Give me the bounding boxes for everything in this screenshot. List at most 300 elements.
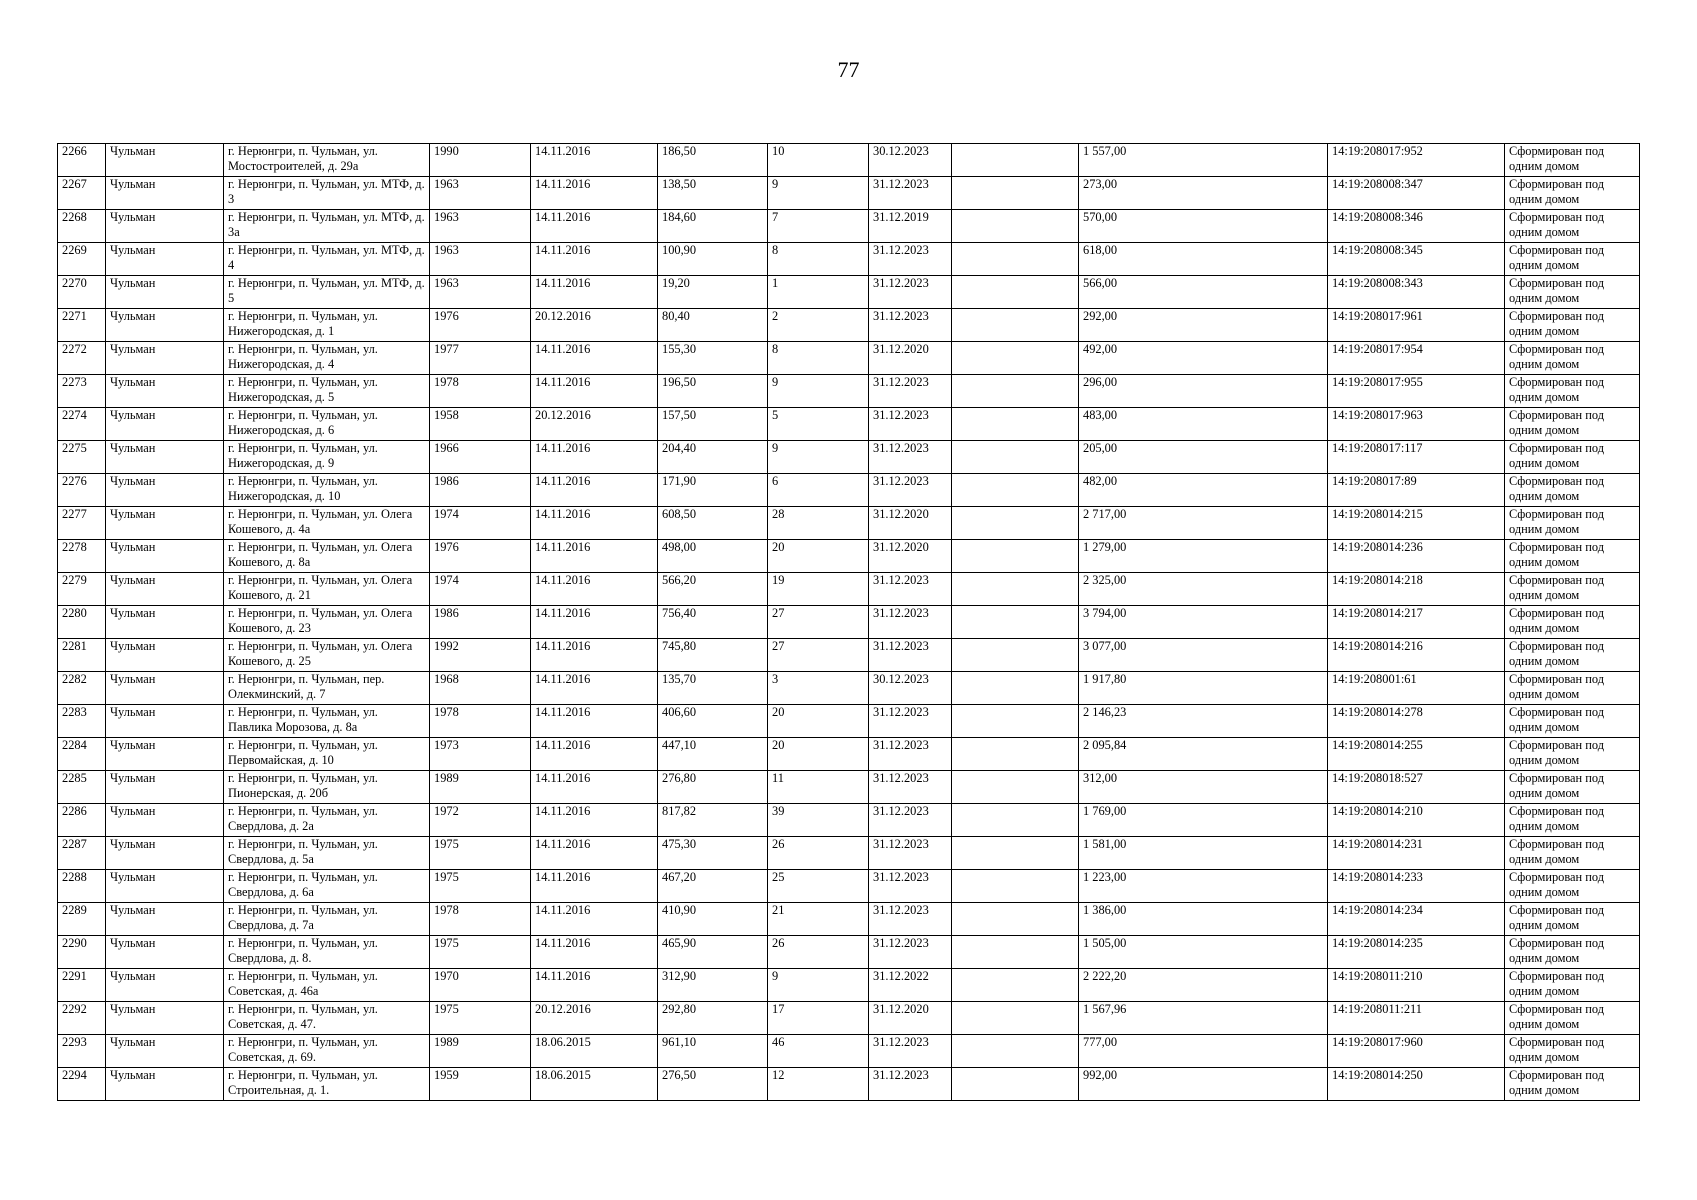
cell-empty [952, 408, 1079, 441]
cell-cadastral: 14:19:208014:255 [1328, 738, 1505, 771]
cell-address: г. Нерюнгри, п. Чульман, ул. МТФ, д. 4 [224, 243, 430, 276]
cell-empty [952, 1068, 1079, 1101]
cell-year: 1968 [430, 672, 531, 705]
cell-no: 2274 [58, 408, 106, 441]
cell-status: Сформирован под одним домом [1505, 771, 1640, 804]
cell-year: 1973 [430, 738, 531, 771]
cell-status: Сформирован под одним домом [1505, 969, 1640, 1002]
cell-empty [952, 738, 1079, 771]
cell-address: г. Нерюнгри, п. Чульман, ул. МТФ, д. 3 [224, 177, 430, 210]
cell-locality: Чульман [106, 705, 224, 738]
cell-no: 2276 [58, 474, 106, 507]
cell-date: 14.11.2016 [531, 639, 658, 672]
cell-empty [952, 903, 1079, 936]
table-row [58, 243, 1640, 276]
cell-address: г. Нерюнгри, п. Чульман, пер. Олекминский, д. 7 [224, 672, 430, 705]
cell-empty [952, 672, 1079, 705]
cell-date: 14.11.2016 [531, 837, 658, 870]
cell-locality: Чульман [106, 903, 224, 936]
cell-locality: Чульман [106, 672, 224, 705]
cell-count: 11 [768, 771, 869, 804]
cell-date: 20.12.2016 [531, 408, 658, 441]
cell-deadline: 31.12.2023 [869, 870, 952, 903]
cell-count: 9 [768, 375, 869, 408]
cell-deadline: 31.12.2023 [869, 639, 952, 672]
cell-count: 26 [768, 837, 869, 870]
table-row [58, 375, 1640, 408]
cell-no: 2290 [58, 936, 106, 969]
cell-cadastral: 14:19:208014:278 [1328, 705, 1505, 738]
cell-year: 1976 [430, 540, 531, 573]
cell-area: 292,80 [658, 1002, 768, 1035]
cell-sum: 483,00 [1079, 408, 1328, 441]
cell-area: 475,30 [658, 837, 768, 870]
cell-count: 46 [768, 1035, 869, 1068]
cell-no: 2267 [58, 177, 106, 210]
page-number: 77 [837, 57, 860, 82]
cell-locality: Чульман [106, 474, 224, 507]
cell-address: г. Нерюнгри, п. Чульман, ул. Строительная, д. 1. [224, 1068, 430, 1101]
cell-area: 312,90 [658, 969, 768, 1002]
cell-date: 14.11.2016 [531, 771, 658, 804]
cell-sum: 1 223,00 [1079, 870, 1328, 903]
cell-no: 2275 [58, 441, 106, 474]
cell-deadline: 31.12.2020 [869, 507, 952, 540]
cell-no: 2279 [58, 573, 106, 606]
cell-sum: 1 279,00 [1079, 540, 1328, 573]
cell-area: 817,82 [658, 804, 768, 837]
cell-deadline: 31.12.2023 [869, 903, 952, 936]
cell-count: 8 [768, 243, 869, 276]
cell-empty [952, 870, 1079, 903]
cell-year: 1978 [430, 903, 531, 936]
cell-area: 566,20 [658, 573, 768, 606]
cell-locality: Чульман [106, 243, 224, 276]
cell-status: Сформирован под одним домом [1505, 705, 1640, 738]
cell-no: 2283 [58, 705, 106, 738]
cell-locality: Чульман [106, 177, 224, 210]
cell-date: 20.12.2016 [531, 309, 658, 342]
cell-deadline: 31.12.2023 [869, 606, 952, 639]
cell-area: 756,40 [658, 606, 768, 639]
cell-year: 1963 [430, 276, 531, 309]
cell-status: Сформирован под одним домом [1505, 639, 1640, 672]
cell-date: 14.11.2016 [531, 606, 658, 639]
cell-no: 2285 [58, 771, 106, 804]
cell-empty [952, 969, 1079, 1002]
cell-sum: 2 325,00 [1079, 573, 1328, 606]
cell-year: 1974 [430, 573, 531, 606]
cell-date: 20.12.2016 [531, 1002, 658, 1035]
cell-empty [952, 1035, 1079, 1068]
cell-locality: Чульман [106, 342, 224, 375]
cell-count: 39 [768, 804, 869, 837]
table-row [58, 804, 1640, 837]
cell-status: Сформирован под одним домом [1505, 870, 1640, 903]
cell-count: 21 [768, 903, 869, 936]
cell-locality: Чульман [106, 804, 224, 837]
cell-cadastral: 14:19:208014:235 [1328, 936, 1505, 969]
cell-empty [952, 804, 1079, 837]
cell-date: 14.11.2016 [531, 738, 658, 771]
cell-locality: Чульман [106, 606, 224, 639]
table-row [58, 144, 1640, 177]
table-row [58, 1068, 1640, 1101]
cell-no: 2266 [58, 144, 106, 177]
cell-deadline: 31.12.2020 [869, 342, 952, 375]
cell-locality: Чульман [106, 375, 224, 408]
table-row [58, 903, 1640, 936]
cell-address: г. Нерюнгри, п. Чульман, ул. Свердлова, д. 6а [224, 870, 430, 903]
cell-cadastral: 14:19:208014:236 [1328, 540, 1505, 573]
cell-count: 9 [768, 969, 869, 1002]
cell-date: 14.11.2016 [531, 969, 658, 1002]
cell-no: 2289 [58, 903, 106, 936]
cell-year: 1974 [430, 507, 531, 540]
cell-status: Сформирован под одним домом [1505, 507, 1640, 540]
cell-status: Сформирован под одним домом [1505, 837, 1640, 870]
cell-cadastral: 14:19:208014:250 [1328, 1068, 1505, 1101]
cell-cadastral: 14:19:208008:346 [1328, 210, 1505, 243]
cell-no: 2294 [58, 1068, 106, 1101]
cell-date: 14.11.2016 [531, 870, 658, 903]
cell-sum: 2 222,20 [1079, 969, 1328, 1002]
cell-year: 1970 [430, 969, 531, 1002]
cell-locality: Чульман [106, 441, 224, 474]
cell-area: 171,90 [658, 474, 768, 507]
cell-area: 276,80 [658, 771, 768, 804]
cell-count: 19 [768, 573, 869, 606]
cell-date: 14.11.2016 [531, 177, 658, 210]
cell-count: 12 [768, 1068, 869, 1101]
cell-status: Сформирован под одним домом [1505, 606, 1640, 639]
table-row [58, 639, 1640, 672]
cell-area: 204,40 [658, 441, 768, 474]
cell-locality: Чульман [106, 870, 224, 903]
cell-address: г. Нерюнгри, п. Чульман, ул. Нижегородская, д. 4 [224, 342, 430, 375]
cell-address: г. Нерюнгри, п. Чульман, ул. Олега Кошевого, д. 8а [224, 540, 430, 573]
cell-sum: 992,00 [1079, 1068, 1328, 1101]
cell-sum: 1 917,80 [1079, 672, 1328, 705]
cell-date: 14.11.2016 [531, 276, 658, 309]
cell-address: г. Нерюнгри, п. Чульман, ул. Павлика Морозова, д. 8а [224, 705, 430, 738]
cell-empty [952, 837, 1079, 870]
cell-empty [952, 540, 1079, 573]
cell-year: 1978 [430, 705, 531, 738]
cell-empty [952, 375, 1079, 408]
cell-address: г. Нерюнгри, п. Чульман, ул. Олега Кошевого, д. 23 [224, 606, 430, 639]
cell-sum: 296,00 [1079, 375, 1328, 408]
cell-address: г. Нерюнгри, п. Чульман, ул. Олега Кошевого, д. 25 [224, 639, 430, 672]
cell-locality: Чульман [106, 738, 224, 771]
cell-area: 135,70 [658, 672, 768, 705]
cell-cadastral: 14:19:208011:211 [1328, 1002, 1505, 1035]
table-row [58, 738, 1640, 771]
table-row [58, 309, 1640, 342]
cell-address: г. Нерюнгри, п. Чульман, ул. Свердлова, д. 5а [224, 837, 430, 870]
cell-cadastral: 14:19:208017:117 [1328, 441, 1505, 474]
cell-date: 14.11.2016 [531, 375, 658, 408]
cell-count: 20 [768, 738, 869, 771]
cell-deadline: 31.12.2023 [869, 771, 952, 804]
cell-deadline: 31.12.2023 [869, 705, 952, 738]
cell-no: 2268 [58, 210, 106, 243]
cell-empty [952, 606, 1079, 639]
cell-sum: 273,00 [1079, 177, 1328, 210]
cell-locality: Чульман [106, 210, 224, 243]
cell-date: 18.06.2015 [531, 1035, 658, 1068]
cell-cadastral: 14:19:208014:234 [1328, 903, 1505, 936]
cell-cadastral: 14:19:208017:960 [1328, 1035, 1505, 1068]
cell-empty [952, 243, 1079, 276]
cell-locality: Чульман [106, 540, 224, 573]
cell-status: Сформирован под одним домом [1505, 804, 1640, 837]
cell-locality: Чульман [106, 969, 224, 1002]
cell-sum: 1 557,00 [1079, 144, 1328, 177]
cell-area: 467,20 [658, 870, 768, 903]
cell-year: 1977 [430, 342, 531, 375]
cell-count: 6 [768, 474, 869, 507]
cell-status: Сформирован под одним домом [1505, 177, 1640, 210]
cell-deadline: 31.12.2023 [869, 738, 952, 771]
cell-year: 1986 [430, 606, 531, 639]
table-row [58, 342, 1640, 375]
cell-cadastral: 14:19:208014:210 [1328, 804, 1505, 837]
cell-status: Сформирован под одним домом [1505, 441, 1640, 474]
cell-area: 157,50 [658, 408, 768, 441]
cell-cadastral: 14:19:208011:210 [1328, 969, 1505, 1002]
cell-empty [952, 210, 1079, 243]
cell-count: 3 [768, 672, 869, 705]
cell-locality: Чульман [106, 1002, 224, 1035]
cell-cadastral: 14:19:208008:345 [1328, 243, 1505, 276]
cell-count: 9 [768, 177, 869, 210]
table-body [58, 144, 1640, 1101]
cell-cadastral: 14:19:208017:89 [1328, 474, 1505, 507]
cell-area: 184,60 [658, 210, 768, 243]
cell-count: 7 [768, 210, 869, 243]
cell-sum: 492,00 [1079, 342, 1328, 375]
cell-date: 14.11.2016 [531, 474, 658, 507]
cell-year: 1989 [430, 771, 531, 804]
cell-deadline: 31.12.2023 [869, 309, 952, 342]
cell-deadline: 30.12.2023 [869, 144, 952, 177]
cell-locality: Чульман [106, 1035, 224, 1068]
table-row [58, 276, 1640, 309]
housing-register-table [57, 143, 1640, 1101]
cell-sum: 2 095,84 [1079, 738, 1328, 771]
table-row [58, 1035, 1640, 1068]
cell-status: Сформирован под одним домом [1505, 375, 1640, 408]
cell-area: 80,40 [658, 309, 768, 342]
cell-cadastral: 14:19:208018:527 [1328, 771, 1505, 804]
cell-area: 447,10 [658, 738, 768, 771]
cell-cadastral: 14:19:208017:963 [1328, 408, 1505, 441]
cell-status: Сформирован под одним домом [1505, 276, 1640, 309]
cell-cadastral: 14:19:208017:961 [1328, 309, 1505, 342]
table-row [58, 540, 1640, 573]
cell-no: 2282 [58, 672, 106, 705]
cell-date: 14.11.2016 [531, 573, 658, 606]
cell-deadline: 31.12.2023 [869, 177, 952, 210]
cell-sum: 1 505,00 [1079, 936, 1328, 969]
cell-year: 1975 [430, 1002, 531, 1035]
table-row [58, 177, 1640, 210]
cell-cadastral: 14:19:208017:952 [1328, 144, 1505, 177]
cell-status: Сформирован под одним домом [1505, 144, 1640, 177]
cell-no: 2281 [58, 639, 106, 672]
cell-count: 28 [768, 507, 869, 540]
cell-count: 27 [768, 639, 869, 672]
cell-date: 14.11.2016 [531, 705, 658, 738]
cell-status: Сформирован под одним домом [1505, 474, 1640, 507]
cell-deadline: 30.12.2023 [869, 672, 952, 705]
cell-address: г. Нерюнгри, п. Чульман, ул. Первомайская, д. 10 [224, 738, 430, 771]
cell-area: 745,80 [658, 639, 768, 672]
cell-locality: Чульман [106, 1068, 224, 1101]
table-row [58, 936, 1640, 969]
cell-date: 14.11.2016 [531, 210, 658, 243]
cell-count: 1 [768, 276, 869, 309]
cell-empty [952, 573, 1079, 606]
cell-deadline: 31.12.2023 [869, 1068, 952, 1101]
cell-area: 138,50 [658, 177, 768, 210]
cell-empty [952, 771, 1079, 804]
cell-sum: 1 581,00 [1079, 837, 1328, 870]
cell-empty [952, 936, 1079, 969]
cell-area: 608,50 [658, 507, 768, 540]
cell-status: Сформирован под одним домом [1505, 738, 1640, 771]
cell-no: 2273 [58, 375, 106, 408]
table-row [58, 573, 1640, 606]
cell-locality: Чульман [106, 639, 224, 672]
cell-year: 1978 [430, 375, 531, 408]
table-row [58, 210, 1640, 243]
cell-area: 465,90 [658, 936, 768, 969]
cell-locality: Чульман [106, 507, 224, 540]
table-row [58, 474, 1640, 507]
cell-address: г. Нерюнгри, п. Чульман, ул. Нижегородская, д. 10 [224, 474, 430, 507]
cell-date: 14.11.2016 [531, 441, 658, 474]
cell-address: г. Нерюнгри, п. Чульман, ул. Советская, д. 47. [224, 1002, 430, 1035]
cell-sum: 312,00 [1079, 771, 1328, 804]
cell-sum: 1 769,00 [1079, 804, 1328, 837]
cell-date: 14.11.2016 [531, 936, 658, 969]
cell-sum: 570,00 [1079, 210, 1328, 243]
cell-sum: 2 717,00 [1079, 507, 1328, 540]
cell-count: 2 [768, 309, 869, 342]
cell-date: 18.06.2015 [531, 1068, 658, 1101]
cell-year: 1975 [430, 870, 531, 903]
cell-area: 196,50 [658, 375, 768, 408]
cell-year: 1989 [430, 1035, 531, 1068]
cell-locality: Чульман [106, 573, 224, 606]
cell-cadastral: 14:19:208014:215 [1328, 507, 1505, 540]
cell-empty [952, 276, 1079, 309]
cell-address: г. Нерюнгри, п. Чульман, ул. Советская, д. 46а [224, 969, 430, 1002]
cell-year: 1963 [430, 210, 531, 243]
cell-no: 2277 [58, 507, 106, 540]
cell-empty [952, 474, 1079, 507]
cell-address: г. Нерюнгри, п. Чульман, ул. Советская, д. 69. [224, 1035, 430, 1068]
cell-year: 1972 [430, 804, 531, 837]
cell-status: Сформирован под одним домом [1505, 309, 1640, 342]
cell-count: 5 [768, 408, 869, 441]
cell-year: 1976 [430, 309, 531, 342]
cell-year: 1959 [430, 1068, 531, 1101]
table-row [58, 672, 1640, 705]
cell-area: 498,00 [658, 540, 768, 573]
cell-year: 1975 [430, 837, 531, 870]
table-row [58, 606, 1640, 639]
cell-year: 1990 [430, 144, 531, 177]
cell-sum: 566,00 [1079, 276, 1328, 309]
cell-area: 19,20 [658, 276, 768, 309]
cell-year: 1958 [430, 408, 531, 441]
cell-locality: Чульман [106, 276, 224, 309]
cell-cadastral: 14:19:208014:231 [1328, 837, 1505, 870]
cell-count: 9 [768, 441, 869, 474]
table-row [58, 969, 1640, 1002]
cell-date: 14.11.2016 [531, 672, 658, 705]
cell-cadastral: 14:19:208014:217 [1328, 606, 1505, 639]
table-row [58, 408, 1640, 441]
cell-no: 2286 [58, 804, 106, 837]
cell-status: Сформирован под одним домом [1505, 210, 1640, 243]
cell-status: Сформирован под одним домом [1505, 573, 1640, 606]
cell-empty [952, 705, 1079, 738]
cell-count: 10 [768, 144, 869, 177]
cell-deadline: 31.12.2023 [869, 936, 952, 969]
cell-date: 14.11.2016 [531, 804, 658, 837]
cell-date: 14.11.2016 [531, 342, 658, 375]
cell-status: Сформирован под одним домом [1505, 1035, 1640, 1068]
cell-deadline: 31.12.2023 [869, 408, 952, 441]
cell-date: 14.11.2016 [531, 507, 658, 540]
cell-empty [952, 144, 1079, 177]
cell-no: 2269 [58, 243, 106, 276]
cell-cadastral: 14:19:208014:233 [1328, 870, 1505, 903]
cell-deadline: 31.12.2023 [869, 804, 952, 837]
cell-address: г. Нерюнгри, п. Чульман, ул. Нижегородская, д. 9 [224, 441, 430, 474]
cell-sum: 292,00 [1079, 309, 1328, 342]
cell-deadline: 31.12.2019 [869, 210, 952, 243]
table-row [58, 441, 1640, 474]
cell-count: 20 [768, 540, 869, 573]
cell-area: 961,10 [658, 1035, 768, 1068]
cell-locality: Чульман [106, 309, 224, 342]
cell-locality: Чульман [106, 837, 224, 870]
cell-locality: Чульман [106, 408, 224, 441]
cell-sum: 1 386,00 [1079, 903, 1328, 936]
cell-sum: 482,00 [1079, 474, 1328, 507]
cell-date: 14.11.2016 [531, 540, 658, 573]
cell-area: 406,60 [658, 705, 768, 738]
cell-cadastral: 14:19:208017:954 [1328, 342, 1505, 375]
cell-empty [952, 342, 1079, 375]
cell-no: 2287 [58, 837, 106, 870]
cell-deadline: 31.12.2020 [869, 1002, 952, 1035]
cell-no: 2280 [58, 606, 106, 639]
cell-status: Сформирован под одним домом [1505, 936, 1640, 969]
cell-status: Сформирован под одним домом [1505, 243, 1640, 276]
cell-area: 276,50 [658, 1068, 768, 1101]
cell-deadline: 31.12.2023 [869, 276, 952, 309]
cell-deadline: 31.12.2023 [869, 837, 952, 870]
cell-sum: 2 146,23 [1079, 705, 1328, 738]
cell-address: г. Нерюнгри, п. Чульман, ул. Пионерская, д. 20б [224, 771, 430, 804]
cell-cadastral: 14:19:208001:61 [1328, 672, 1505, 705]
